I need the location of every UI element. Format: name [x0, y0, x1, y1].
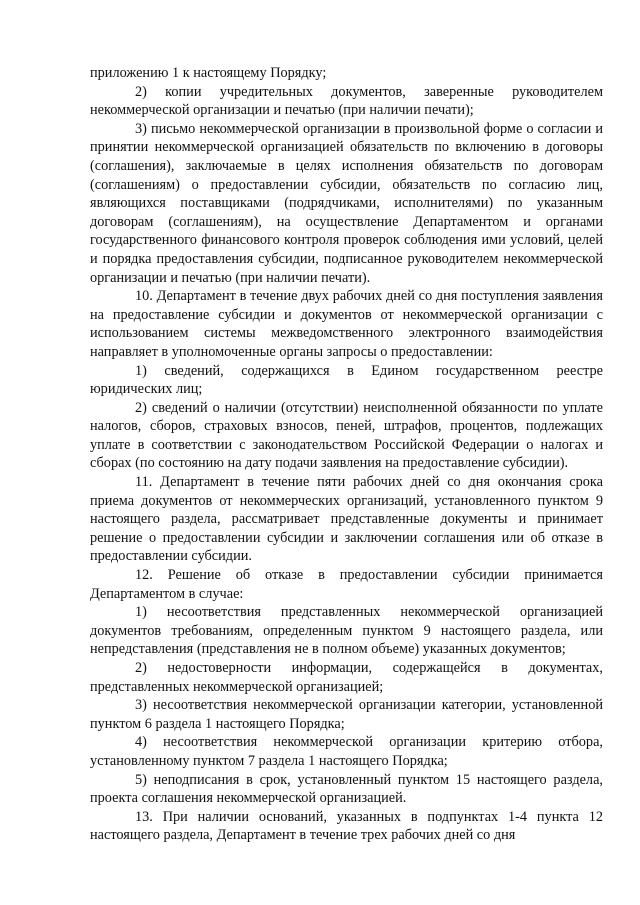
document-page	[90, 64, 603, 845]
paragraph-item-3-letter: 3) письмо некоммерческой организации в произвольной форме о согласии и принятии некоммерческой организацией обязательств по включению в договоры (соглашения), заключаемые в целях исполнения обязательств по договорам (соглашениям) о предоставлении субсидии, обязательств по согласию лиц, являющихся поставщиками (подрядчиками, исполнителями) по указанным договорам (соглашениям), на осуществление Департаментом и органами государственного финансового контроля проверок соблюдения ими условий, целей и порядка предоставления субсидии, подписанное руководителем некоммерческой организации и печатью (при наличии печати).	[90, 120, 603, 286]
paragraph-clause-12-item-1: 1) несоответствия представленных некоммерческой организацией документов требованиям, определенным пунктом 9 настоящего раздела, или непредставления (представления не в полном объеме) указанных документов;	[90, 604, 603, 658]
paragraph-clause-12-item-2: 2) недостоверности информации, содержащейся в документах, представленных некоммерческой организацией;	[90, 660, 603, 695]
paragraph-clause-10-item-2: 2) сведений о наличии (отсутствии) неисполненной обязанности по уплате налогов, сборов, страховых взносов, пеней, штрафов, процентов, подлежащих уплате в соответствии с законодательством Российской Федерации о налогах и сборах (по состоянию на дату подачи заявления на предоставление субсидии).	[90, 399, 603, 472]
paragraph-item-2-copies: 2) копии учредительных документов, заверенные руководителем некоммерческой организации и печатью (при наличии печати);	[90, 83, 603, 119]
paragraph-clause-10-item-1: 1) сведений, содержащихся в Едином государственном реестре юридических лиц;	[90, 362, 603, 398]
paragraph-clause-10: 10. Департамент в течение двух рабочих дней со дня поступления заявления на предоставление субсидии и документов от некоммерческой организации с использованием системы межведомственного электронного взаимодействия направляет в уполномоченные органы запросы о предоставлении:	[90, 288, 603, 360]
paragraph-clause-12-item-5: 5) неподписания в срок, установленный пунктом 15 настоящего раздела, проекта соглашения некоммерческой организацией.	[90, 771, 603, 807]
paragraph-clause-13: 13. При наличии оснований, указанных в подпунктах 1-4 пункта 12 настоящего раздела, Департамент в течение трех рабочих дней со дня	[90, 808, 603, 844]
paragraph-continuation: приложению 1 к настоящему Порядку;	[90, 65, 327, 81]
paragraph-clause-12-item-4: 4) несоответствия некоммерческой организации критерию отбора, установленному пунктом 7 раздела 1 настоящего Порядка;	[90, 734, 603, 769]
paragraph-clause-12-item-3: 3) несоответствия некоммерческой организации категории, установленной пунктом 6 раздела 1 настоящего Порядка;	[90, 697, 603, 732]
paragraph-clause-12: 12. Решение об отказе в предоставлении субсидии принимается Департаментом в случае:	[90, 567, 603, 602]
paragraph-clause-11: 11. Департамент в течение пяти рабочих дней со дня окончания срока приема документов от некоммерческих организаций, установленного пунктом 9 настоящего раздела, рассматривает представленные документы и принимает решение о предоставлении субсидии и заключении соглашения или об отказе в предоставлении субсидии.	[90, 474, 603, 565]
